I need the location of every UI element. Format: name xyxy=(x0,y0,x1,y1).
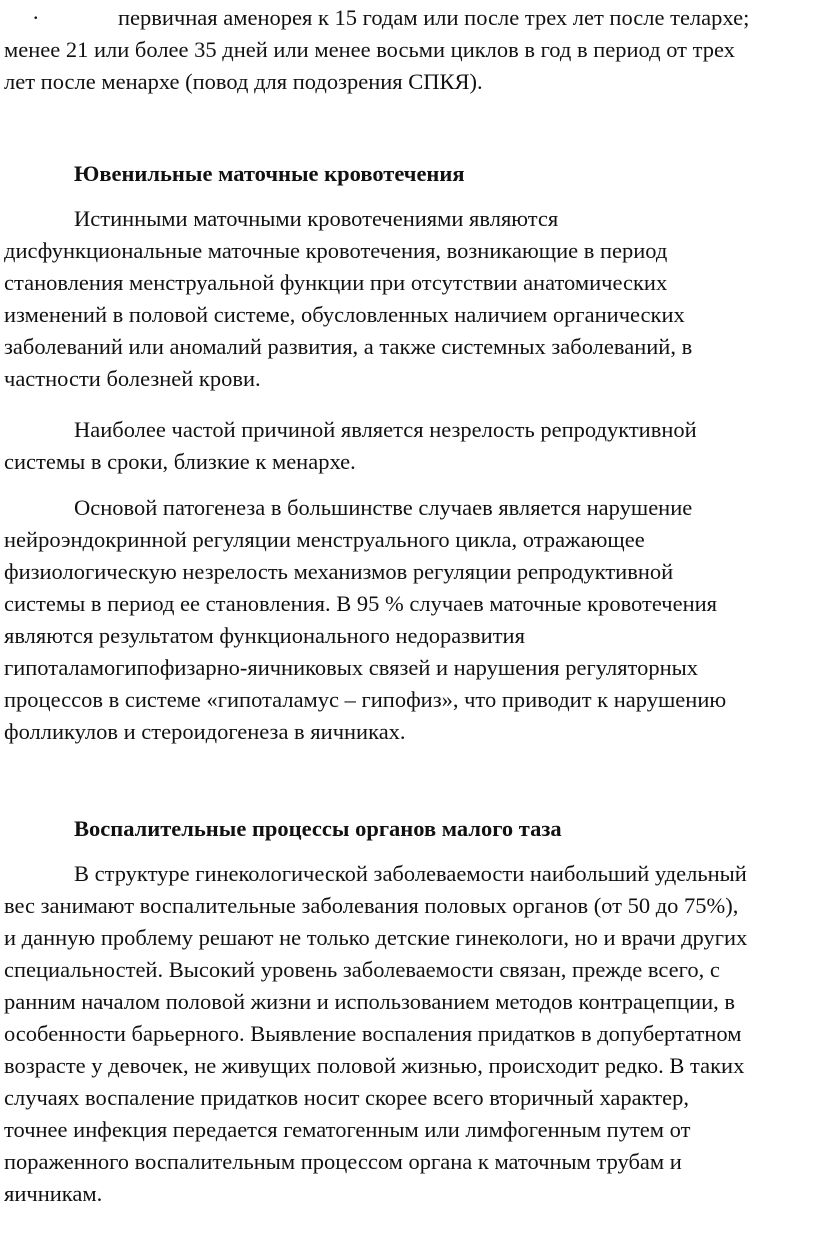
section1-paragraph-2 xyxy=(4,414,697,478)
paragraph-line: Истинными маточными кровотечениями являются xyxy=(74,206,559,231)
intro-line-2: менее 21 или более 35 дней или менее восьми циклов в год в период от трех xyxy=(4,37,735,62)
paragraph-line: ранним началом половой жизни и использованием методов контрацепции, в xyxy=(4,989,736,1014)
paragraph-line: случаях воспаление придатков носит скорее всего вторичный характер, xyxy=(4,1085,689,1110)
section2-heading: Воспалительные процессы органов малого таза xyxy=(74,816,562,841)
paragraph-line: особенности барьерного. Выявление воспаления придатков в допубертатном xyxy=(4,1021,742,1046)
paragraph-line: нейроэндокринной регуляции менструального цикла, отражающее xyxy=(4,527,645,552)
paragraph-line: системы в сроки, близкие к менархе. xyxy=(4,449,356,474)
section1-paragraph-1 xyxy=(4,203,692,395)
paragraph-line: дисфункциональные маточные кровотечения, возникающие в период xyxy=(4,238,668,263)
paragraph-line: пораженного воспалительным процессом органа к маточным трубам и xyxy=(4,1149,682,1174)
paragraph-line: гипоталамогипофизарно-яичниковых связей и нарушения регуляторных xyxy=(4,655,699,680)
paragraph-line: являются результатом функционального недоразвития xyxy=(4,623,525,648)
paragraph-line: физиологическую незрелость механизмов регуляции репродуктивной xyxy=(4,559,674,584)
paragraph-line: фолликулов и стероидогенеза в яичниках. xyxy=(4,719,406,744)
paragraph-line: изменений в половой системе, обусловленных наличием органических xyxy=(4,302,685,327)
paragraph-line: возрасте у девочек, не живущих половой жизнью, происходит редко. В таких xyxy=(4,1053,745,1078)
paragraph-line: специальностей. Высокий уровень заболеваемости связан, прежде всего, с xyxy=(4,957,720,982)
paragraph-line: системы в период ее становления. В 95 % случаев маточные кровотечения xyxy=(4,591,718,616)
section1-heading: Ювенильные маточные кровотечения xyxy=(74,161,465,186)
paragraph-line: заболеваний или аномалий развития, а также системных заболеваний, в xyxy=(4,334,693,359)
paragraph-line: и данную проблему решают не только детские гинекологи, но и врачи других xyxy=(4,925,748,950)
bullet-dot: · xyxy=(32,5,40,30)
intro-bullet-block xyxy=(4,2,749,98)
paragraph-line: яичникам. xyxy=(4,1181,103,1206)
paragraph-line: процессов в системе «гипоталамус – гипофиз», что приводит к нарушению xyxy=(4,687,727,712)
paragraph-line: В структуре гинекологической заболеваемости наибольший удельный xyxy=(74,861,747,886)
paragraph-line: частности болезней крови. xyxy=(4,366,261,391)
section2-paragraph-1 xyxy=(4,858,747,1210)
intro-line-3: лет после менархе (повод для подозрения СПКЯ). xyxy=(4,69,483,94)
intro-line-1: · первичная аменорея к 15 годам или после трех лет после телархе; xyxy=(4,2,749,34)
paragraph-line: точнее инфекция передается гематогенным или лимфогенным путем от xyxy=(4,1117,691,1142)
paragraph-line: Основой патогенеза в большинстве случаев является нарушение xyxy=(74,495,693,520)
paragraph-line: Наиболее частой причиной является незрелость репродуктивной xyxy=(74,417,697,442)
paragraph-line: вес занимают воспалительные заболевания половых органов (от 50 до 75%), xyxy=(4,893,739,918)
paragraph-line: становления менструальной функции при отсутствии анатомических xyxy=(4,270,668,295)
section1-paragraph-3 xyxy=(4,492,726,748)
